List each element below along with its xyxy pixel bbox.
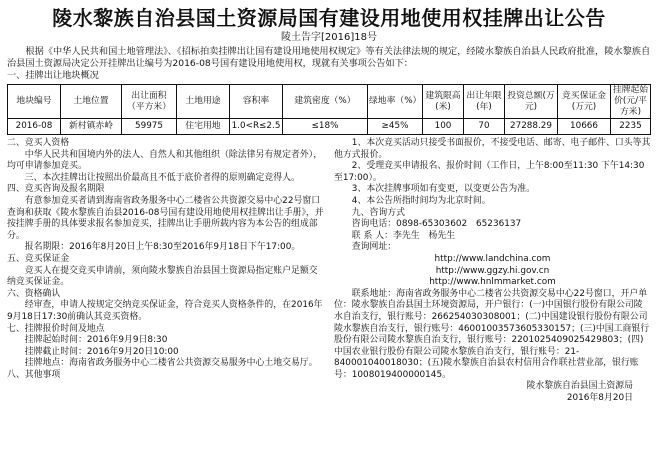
contact-address-bank-info: 联系地址：海南省政务服务中心二楼省公共资源交易中心22号窗口，开户单位：陵水黎族自治县国土环境资源局，开户银行：(一)中国银行股份有限公司陵水自治支行，银行账号：266254030308001；(二)中国建设银行股份有限公司陵水黎族自治支行，银行账号：46001003573605330157；(三)中国工商银行股份有限公司陵水黎族自治支行，银行账号：2201025409025429803；(四)中国农业银行股份有限公司陵水黎族自治支行，银行账号：21-840001040018030；(五)陵水黎族自治县农村信用合作联社营业部，银行账号：1008019400000145。 bbox=[334, 288, 650, 380]
table-cell: 27288.29 bbox=[505, 119, 558, 135]
website-link-landchina[interactable]: http://www.landchina.com bbox=[434, 253, 551, 264]
table-header-cell: 投资总额(万元) bbox=[505, 85, 558, 119]
table-header-row bbox=[8, 85, 651, 119]
section-heading-confirmation: 六、资格确认 bbox=[7, 288, 61, 299]
table-cell: 住宅用地 bbox=[177, 119, 230, 135]
deposit-text: 竞买人在提交竞买申请前，须向陵水黎族自治县国土资源局指定账户足额交纳竞买保证金。 bbox=[7, 265, 318, 288]
parcel-table bbox=[7, 84, 651, 135]
document-number: 陵土告字[2016]18号 bbox=[281, 32, 377, 43]
table-cell: 2235 bbox=[611, 119, 651, 135]
section-heading-deposit: 五、竞买保证金 bbox=[7, 253, 70, 264]
contact-phone: 咨询电话：0898-65303602 65236137 bbox=[351, 219, 522, 230]
left-column bbox=[7, 138, 324, 405]
right-column bbox=[334, 138, 651, 405]
query-website-label: 查询网址： bbox=[351, 242, 397, 253]
table-header-cell: 地块编号 bbox=[8, 85, 61, 119]
section-heading-listing-time: 七、挂牌报价时间及地点 bbox=[7, 323, 105, 334]
section-heading-other: 八、其他事项 bbox=[7, 369, 61, 380]
table-header-cell: 建筑密度（%） bbox=[283, 85, 368, 119]
table-row bbox=[8, 119, 651, 135]
table-cell: 新村镇赤岭 bbox=[61, 119, 122, 135]
confirmation-text: 经审查，申请人按规定交纳竞买保证金，符合竞买人资格条件的，在2016年9月18日17:30前确认其竞买资格。 bbox=[7, 300, 323, 322]
table-header-cell: 出让面积（平方米） bbox=[122, 85, 177, 119]
website-link-ggzy[interactable]: http://www.ggzy.hi.gov.cn bbox=[435, 265, 550, 276]
table-header-cell: 挂牌起始价(元/平方米) bbox=[611, 85, 651, 119]
table-header-cell: 出让年限(年) bbox=[464, 85, 505, 119]
other-item-2: 2、受理竞买申请报名、报价时间（工作日，上午8:00至11:30 下午14:30至17:00）。 bbox=[334, 161, 645, 183]
listing-end-time: 挂牌截止时间：2016年9月20日10:00 bbox=[24, 346, 179, 357]
section-heading-inquiry: 四、竞买咨询及报名期限 bbox=[7, 184, 105, 195]
section-heading-contact: 九、咨询方式 bbox=[351, 207, 406, 218]
other-item-4: 4、本公告所指时间均为北京时间。 bbox=[351, 195, 491, 206]
table-cell: 1.0<R≤2.5 bbox=[230, 119, 283, 135]
announcement-title: 陵水黎族自治县国土资源局国有建设用地使用权挂牌出让公告 bbox=[52, 6, 606, 30]
table-cell: ≤18% bbox=[283, 119, 368, 135]
registration-period: 报名期限：2016年8月20日上午8:30至2016年9月18日下午17:00。 bbox=[24, 242, 301, 253]
other-item-3: 3、本次挂牌事项如有变更，以变更公告为准。 bbox=[351, 184, 535, 195]
inquiry-text: 有意参加竞买者请到海南省政务服务中心二楼省公共资源交易中心22号窗口查询和获取《陵水黎族自治县2016-08号国有建设用地使用权挂牌出让手册》，并按挂牌手册的具体要求报名参加竞买，挂牌出让手册所载内容为本公告的组成部分。 bbox=[7, 195, 324, 241]
table-cell: 2016-08 bbox=[8, 119, 61, 135]
body-columns bbox=[7, 138, 651, 405]
table-header-cell: 竞买保证金(万元) bbox=[558, 85, 611, 119]
contact-person: 联 系 人：李先生 杨先生 bbox=[351, 230, 456, 241]
website-link-hnlmmarket[interactable]: http://www.hnlmmarket.com bbox=[429, 277, 556, 288]
table-header-cell: 绿地率（%） bbox=[368, 85, 423, 119]
table-header-cell: 建筑限高(米) bbox=[423, 85, 464, 119]
table-cell: 10666 bbox=[558, 119, 611, 135]
table-cell: ≥45% bbox=[368, 119, 423, 135]
bid-rule-text: 三、本次挂牌出让按照出价最高且不低于底价者得的原则确定竞得人。 bbox=[24, 172, 300, 183]
section-heading-parcel: 一、挂牌出让地块概况 bbox=[7, 70, 99, 81]
listing-start-time: 挂牌起始时间：2016年9月9日8:30 bbox=[24, 335, 168, 346]
table-header-cell: 土地位置 bbox=[61, 85, 122, 119]
signature-date: 2016年8月20日 bbox=[566, 393, 633, 404]
listing-location: 挂牌地点：海南省政务服务中心二楼省公共资源交易服务中心土地交易厅。 bbox=[24, 358, 318, 369]
table-cell: 70 bbox=[464, 119, 505, 135]
table-header-cell: 土地用途 bbox=[177, 85, 230, 119]
qualification-text: 中华人民共和国境内外的法人、自然人和其他组织（除法律另有规定者外），均可申请参加竞买。 bbox=[7, 149, 323, 172]
table-cell: 59975 bbox=[122, 119, 177, 135]
section-heading-qualification: 二、竞买人资格 bbox=[7, 138, 70, 148]
other-item-1: 1、本次竞买活动只接受书面报价，不接受电话、邮寄、电子邮件、口头等其他方式报价。 bbox=[334, 138, 651, 160]
intro-paragraph: 根据《中华人民共和国土地管理法》、《招标拍卖挂牌出让国有建设用地使用权规定》等有关法律法规的规定，经陵水黎族自治县人民政府批准，陵水黎族自治县国土资源局决定公开挂牌出让编号为2016-08号国有建设用地使用权，现就有关事项公告如下： bbox=[7, 46, 651, 69]
signature-org: 陵水黎族自治县国土资源局 bbox=[526, 381, 633, 392]
table-header-cell: 容积率 bbox=[230, 85, 283, 119]
table-cell: 100 bbox=[423, 119, 464, 135]
